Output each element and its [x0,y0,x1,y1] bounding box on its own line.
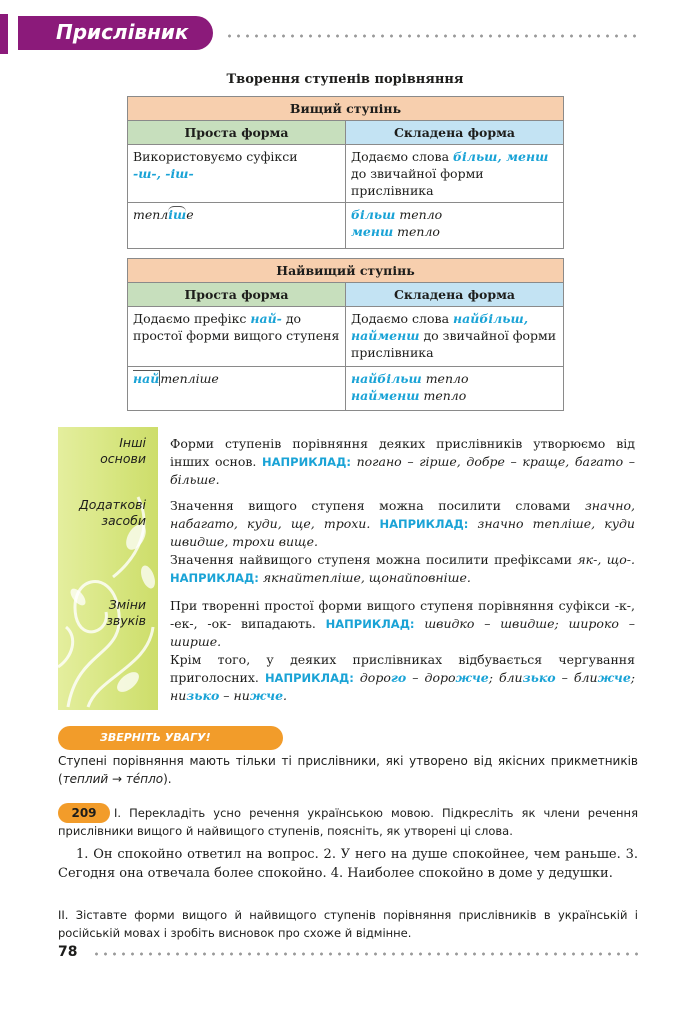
comparative-band: Вищий ступінь [128,97,564,121]
decorative-swirl-icon [58,427,158,710]
comparative-simple-rule: Використовуємо суфікси -ш-, -іш- [128,145,346,203]
exercise-task-2: ІІ. Зіставте форми вищого й найвищого ступенів порівняння прислівників в українській і російській мовах і зробіть висновок про схоже й відмінне. [58,908,638,940]
attention-text: Ступені порівняння мають тільки ті прислівники, які утворено від якісних прикметників (теплий → тéпло). [58,754,638,786]
note-additional-means: Значення вищого ступеня можна посилити словами значно, набагато, куди, ще, трохи. НАПРИКЛАД: значно тепліше, куди швидше, трохи вище. [170,498,635,549]
superlative-band: Найвищий ступінь [128,259,564,283]
comparative-table [127,96,564,249]
superlative-compound-rule: Додаємо слова найбільш, найменш до звичайної форми прислівника [346,307,564,367]
label-other-stems: Інші основи [100,435,146,466]
exercise-sentences: 1. Он спокойно ответил на вопрос. 2. У него на душе спокойнее, чем раньше. 3. Сегодня она отвечала более спокойно. 4. Наиболее спокойно в доме у дедушки. [58,847,638,881]
superlative-simple-example: найтепліше [128,367,346,411]
header-bar [0,14,8,54]
note-other-stems: Форми ступенів порівняння деяких прислівників утворюємо від інших основ. НАПРИКЛАД: погано – гірше, добре – краще, багато – більше. [170,436,635,487]
superlative-col-compound: Складена форма [346,283,564,307]
header-dotted-rule [225,34,640,38]
notes-side-panel [58,427,158,710]
note-sound-changes: При творенні простої форми вищого ступеня порівняння суфікси -к-, -ек-, -ок- випадають. НАПРИКЛАД: швидко – швидше; широко – ширше. [170,598,635,649]
note-consonant-alternation: Крім того, у деяких прислівниках відбувається чергування приголосних. НАПРИКЛАД: дорого – дорожче; близько – ближче; низько – нижче. [170,652,635,703]
label-sound-changes: Зміни звуків [106,597,146,628]
exercise-number-badge: 209 [58,803,110,823]
footer-dotted-rule [92,952,640,956]
comparative-col-compound: Складена форма [346,121,564,145]
chapter-title: Прислівник [56,20,189,44]
note-superlative-prefixes: Значення найвищого ступеня можна посилити префіксами як-, що-. НАПРИКЛАД: якнайтепліше, щонайповніше. [170,552,635,585]
comparative-compound-example: більш тепло менш тепло [346,203,564,249]
superlative-simple-rule: Додаємо префікс най- до простої форми вищого ступеня [128,307,346,367]
page-number: 78 [58,944,78,960]
superlative-col-simple: Проста форма [128,283,346,307]
superlative-compound-example: найбільш тепло найменш тепло [346,367,564,411]
label-additional-means: Додаткові засоби [78,497,146,528]
attention-label: ЗВЕРНІТЬ УВАГУ! [100,731,211,744]
superlative-table [127,258,564,411]
comparative-col-simple: Проста форма [128,121,346,145]
exercise-task-1: І. Перекладіть усно речення українською мовою. Підкресліть як члени речення прислівники вищого й найвищого ступенів, поясніть, як утворені ці слова. [58,806,638,838]
comparative-compound-rule: Додаємо слова більш, менш до звичайної форми прислівника [346,145,564,203]
section-title: Творення ступенів порівняння [226,72,464,87]
comparative-simple-example: тепліше [128,203,346,249]
